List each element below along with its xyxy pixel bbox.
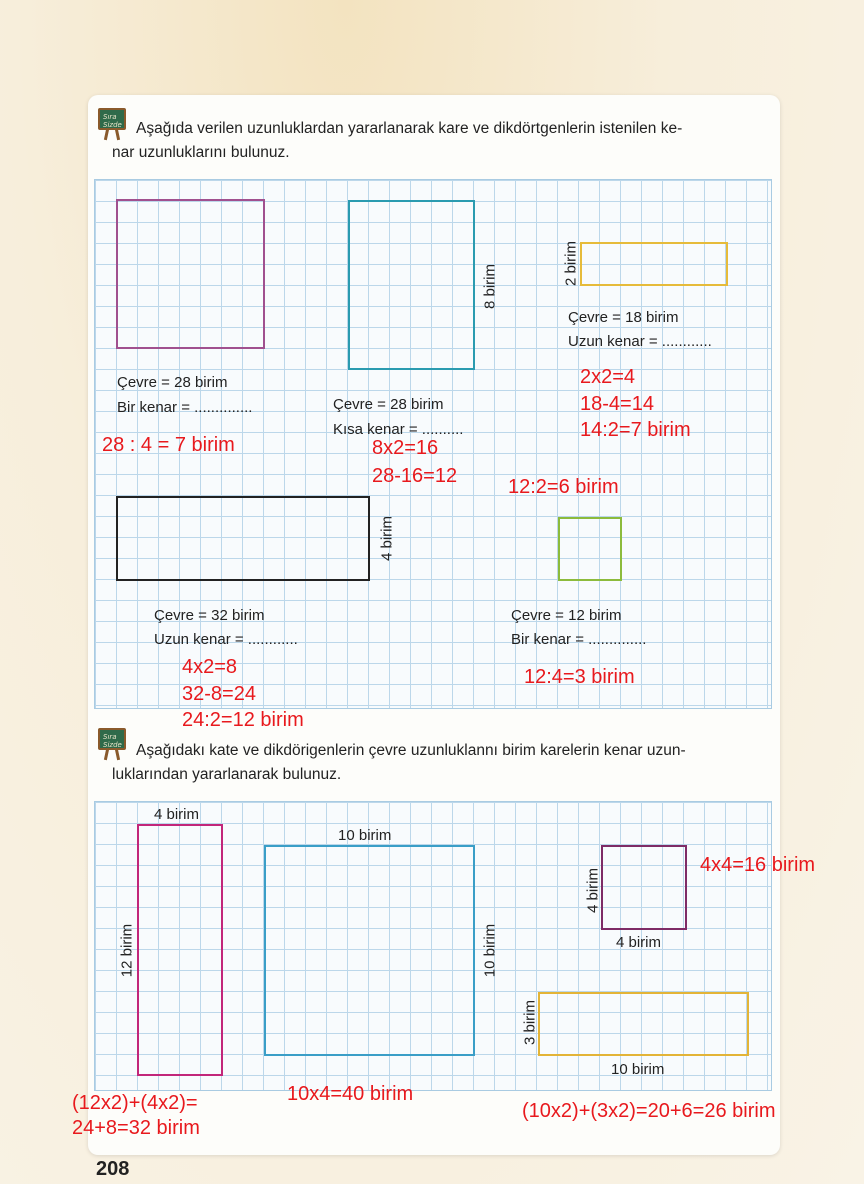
rectangle-shape-black	[116, 496, 370, 581]
p3-answer-line3: 14:2=7 birim	[580, 419, 691, 441]
p3-answer-line2: 18-4=14	[580, 393, 654, 415]
p5-cevre: Çevre = 12 birim	[511, 607, 622, 624]
p4-ask: Uzun kenar = ............	[154, 631, 298, 648]
p1-answer-line1: 28 : 4 = 7 birim	[102, 434, 235, 456]
rectangle-shape-yellow	[580, 242, 728, 286]
rectangle-shape-magenta	[137, 824, 223, 1076]
p5-ask: Bir kenar = ..............	[511, 631, 647, 648]
square-shape-blue	[264, 845, 475, 1056]
q3-answer: 4x4=16 birim	[700, 854, 816, 876]
q4-answer: (10x2)+(3x2)=20+6=26 birim	[522, 1100, 776, 1122]
p4-cevre: Çevre = 32 birim	[154, 607, 265, 624]
q1-left-label: 12 birim	[118, 923, 136, 978]
p4-answer-line2: 32-8=24	[182, 683, 256, 705]
square-shape-plum	[601, 845, 687, 930]
square-shape-green	[558, 517, 622, 581]
section2-instruction-line1: Aşağıdakı kate ve dikdörigenlerin çevre uzunluklannı birim karelerin kenar uzun-	[136, 742, 686, 759]
p3-cevre: Çevre = 18 birim	[568, 309, 679, 326]
section1-instruction-line2: nar uzunluklarını bulunuz.	[112, 144, 290, 161]
side-label-8-birim: 8 birim	[481, 264, 499, 310]
p5-answer-line1: 12:4=3 birim	[524, 666, 635, 688]
page-number: 208	[96, 1158, 130, 1180]
p2-ask: Kısa kenar = ..........	[333, 421, 464, 438]
p4-answer-line1: 4x2=8	[182, 656, 238, 678]
q4-bottom-label: 10 birim	[611, 1061, 665, 1078]
section2-instruction-line2: luklarından yararlanarak bulunuz.	[112, 766, 342, 783]
rectangle-shape-gold	[538, 992, 749, 1056]
q1-answer-line1: (12x2)+(4x2)=	[72, 1092, 198, 1114]
p2-cevre: Çevre = 28 birim	[333, 396, 444, 413]
p1-cevre: Çevre = 28 birim	[117, 374, 228, 391]
p4-answer-line3: 24:2=12 birim	[182, 709, 304, 731]
q2-right-label: 10 birim	[481, 923, 499, 978]
p3-ask: Uzun kenar = ............	[568, 333, 712, 350]
chalkboard-icon: Sıra Sizde	[98, 728, 126, 760]
p2-answer-line2: 28-16=12	[372, 465, 458, 487]
side-label-4-birim: 4 birim	[378, 516, 396, 562]
q3-left-label: 4 birim	[584, 868, 602, 914]
side-label-2-birim: 2 birim	[562, 241, 580, 287]
p2-answer-line3: 12:2=6 birim	[508, 476, 619, 498]
chalkboard-icon: Sıra Sizde	[98, 108, 126, 140]
p1-ask: Bir kenar = ..............	[117, 399, 253, 416]
rectangle-shape-teal	[348, 200, 475, 370]
q2-answer: 10x4=40 birim	[287, 1083, 414, 1105]
q4-left-label: 3 birim	[521, 1000, 539, 1046]
q2-top-label: 10 birim	[338, 827, 392, 844]
q1-answer-line2: 24+8=32 birim	[72, 1117, 200, 1139]
p2-answer-line1: 8x2=16	[372, 437, 439, 459]
square-shape	[116, 199, 265, 349]
q1-top-label: 4 birim	[154, 806, 200, 823]
q3-bottom-label: 4 birim	[616, 934, 662, 951]
p3-answer-line1: 2x2=4	[580, 366, 636, 388]
section1-instruction-line1: Aşağıda verilen uzunluklardan yararlanarak kare ve dikdörtgenlerin istenilen ke-	[136, 120, 683, 137]
